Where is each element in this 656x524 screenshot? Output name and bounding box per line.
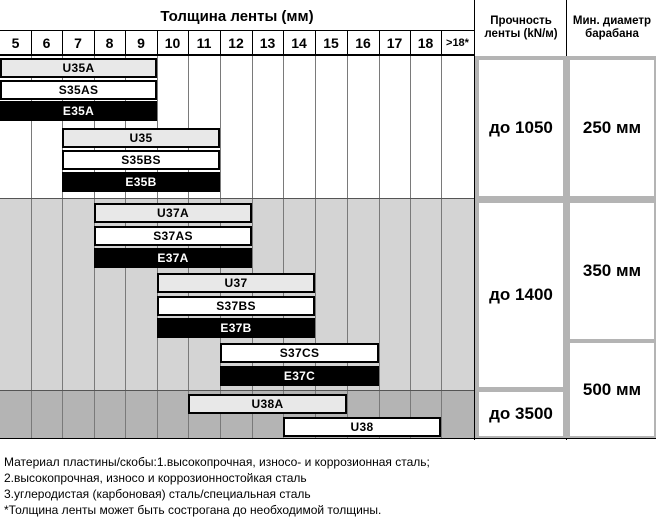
belt-bar-e35b: E35B xyxy=(62,172,220,192)
belt-bar-e37c: E37C xyxy=(220,366,379,386)
thickness-column-2: 6 xyxy=(42,34,51,51)
belt-bar-s37bs: S37BS xyxy=(157,296,315,316)
thickness-column-6: 10 xyxy=(164,34,181,51)
strength-title: Прочность ленты (kN/м) xyxy=(484,15,558,40)
band-separator xyxy=(0,390,474,391)
column-divider xyxy=(62,31,63,54)
thickness-column-5: 9 xyxy=(137,34,145,51)
belt-bar-u38: U38 xyxy=(283,417,441,437)
belt-bar-u35: U35 xyxy=(62,128,220,148)
thickness-column-15: >18* xyxy=(446,36,469,49)
drum-diameter-value: 500 мм xyxy=(570,343,654,436)
grid-divider xyxy=(410,56,411,438)
drum-diameter-value: 350 мм xyxy=(570,203,654,339)
notes-block xyxy=(4,454,652,518)
thickness-title: Толщина ленты (мм) xyxy=(160,7,314,25)
thickness-column-10: 14 xyxy=(291,34,307,51)
belt-bar-s35as: S35AS xyxy=(0,80,157,100)
thickness-column-11: 15 xyxy=(323,34,339,51)
belt-bar-s35bs: S35BS xyxy=(62,150,220,170)
belt-bar-e37a: E37A xyxy=(94,248,252,268)
belt-bar-u37a: U37A xyxy=(94,203,252,223)
belt-bar-e35a: E35A xyxy=(0,101,157,121)
drum-diameter-value: 250 мм xyxy=(570,60,654,196)
column-divider xyxy=(441,31,442,54)
belt-bar-e37b: E37B xyxy=(157,318,315,338)
note-line: *Толщина ленты может быть сострогана до необходимой толщины. xyxy=(4,503,382,517)
strength-value: до 3500 xyxy=(479,392,563,436)
grid-divider xyxy=(379,56,380,438)
column-divider xyxy=(252,31,253,54)
thickness-column-7: 11 xyxy=(196,34,212,51)
grid-bottom-line xyxy=(0,438,656,439)
belt-bar-s37as: S37AS xyxy=(94,226,252,246)
belt-bar-s37cs: S37CS xyxy=(220,343,379,363)
column-divider xyxy=(31,31,32,54)
drum-title: Мин. диаметр барабана xyxy=(572,15,652,40)
column-divider xyxy=(94,31,95,54)
column-divider xyxy=(220,31,221,54)
column-divider xyxy=(347,31,348,54)
thickness-column-4: 8 xyxy=(105,34,114,51)
column-divider xyxy=(188,31,189,54)
thickness-column-1: 5 xyxy=(11,34,20,51)
column-divider xyxy=(157,31,158,54)
thickness-column-9: 13 xyxy=(259,34,276,51)
column-divider xyxy=(283,31,284,54)
thickness-column-14: 18 xyxy=(417,34,434,51)
note-line: 2.высокопрочная, износо и коррозионностойкая сталь xyxy=(4,471,307,485)
note-line: 3.углеродистая (карбоновая) сталь/специальная сталь xyxy=(4,487,311,501)
thickness-column-12: 16 xyxy=(355,34,371,51)
note-line: Материал пластины/скобы:1.высокопрочная, износо- и коррозионная сталь; xyxy=(4,455,430,469)
grid-divider xyxy=(157,56,158,438)
column-divider xyxy=(379,31,380,54)
grid-divider xyxy=(441,56,442,438)
strength-value: до 1400 xyxy=(479,203,563,387)
belt-bar-u35a: U35A xyxy=(0,58,157,78)
grid-divider xyxy=(188,56,189,438)
thickness-column-8: 12 xyxy=(228,34,244,51)
column-divider xyxy=(410,31,411,54)
column-divider xyxy=(315,31,316,54)
band-separator xyxy=(0,198,474,199)
thickness-column-3: 7 xyxy=(74,34,82,51)
belt-bar-u37: U37 xyxy=(157,273,315,293)
thickness-column-13: 17 xyxy=(386,34,403,51)
belt-bar-u38a: U38A xyxy=(188,394,347,414)
column-divider xyxy=(125,31,126,54)
strength-value: до 1050 xyxy=(479,60,563,196)
